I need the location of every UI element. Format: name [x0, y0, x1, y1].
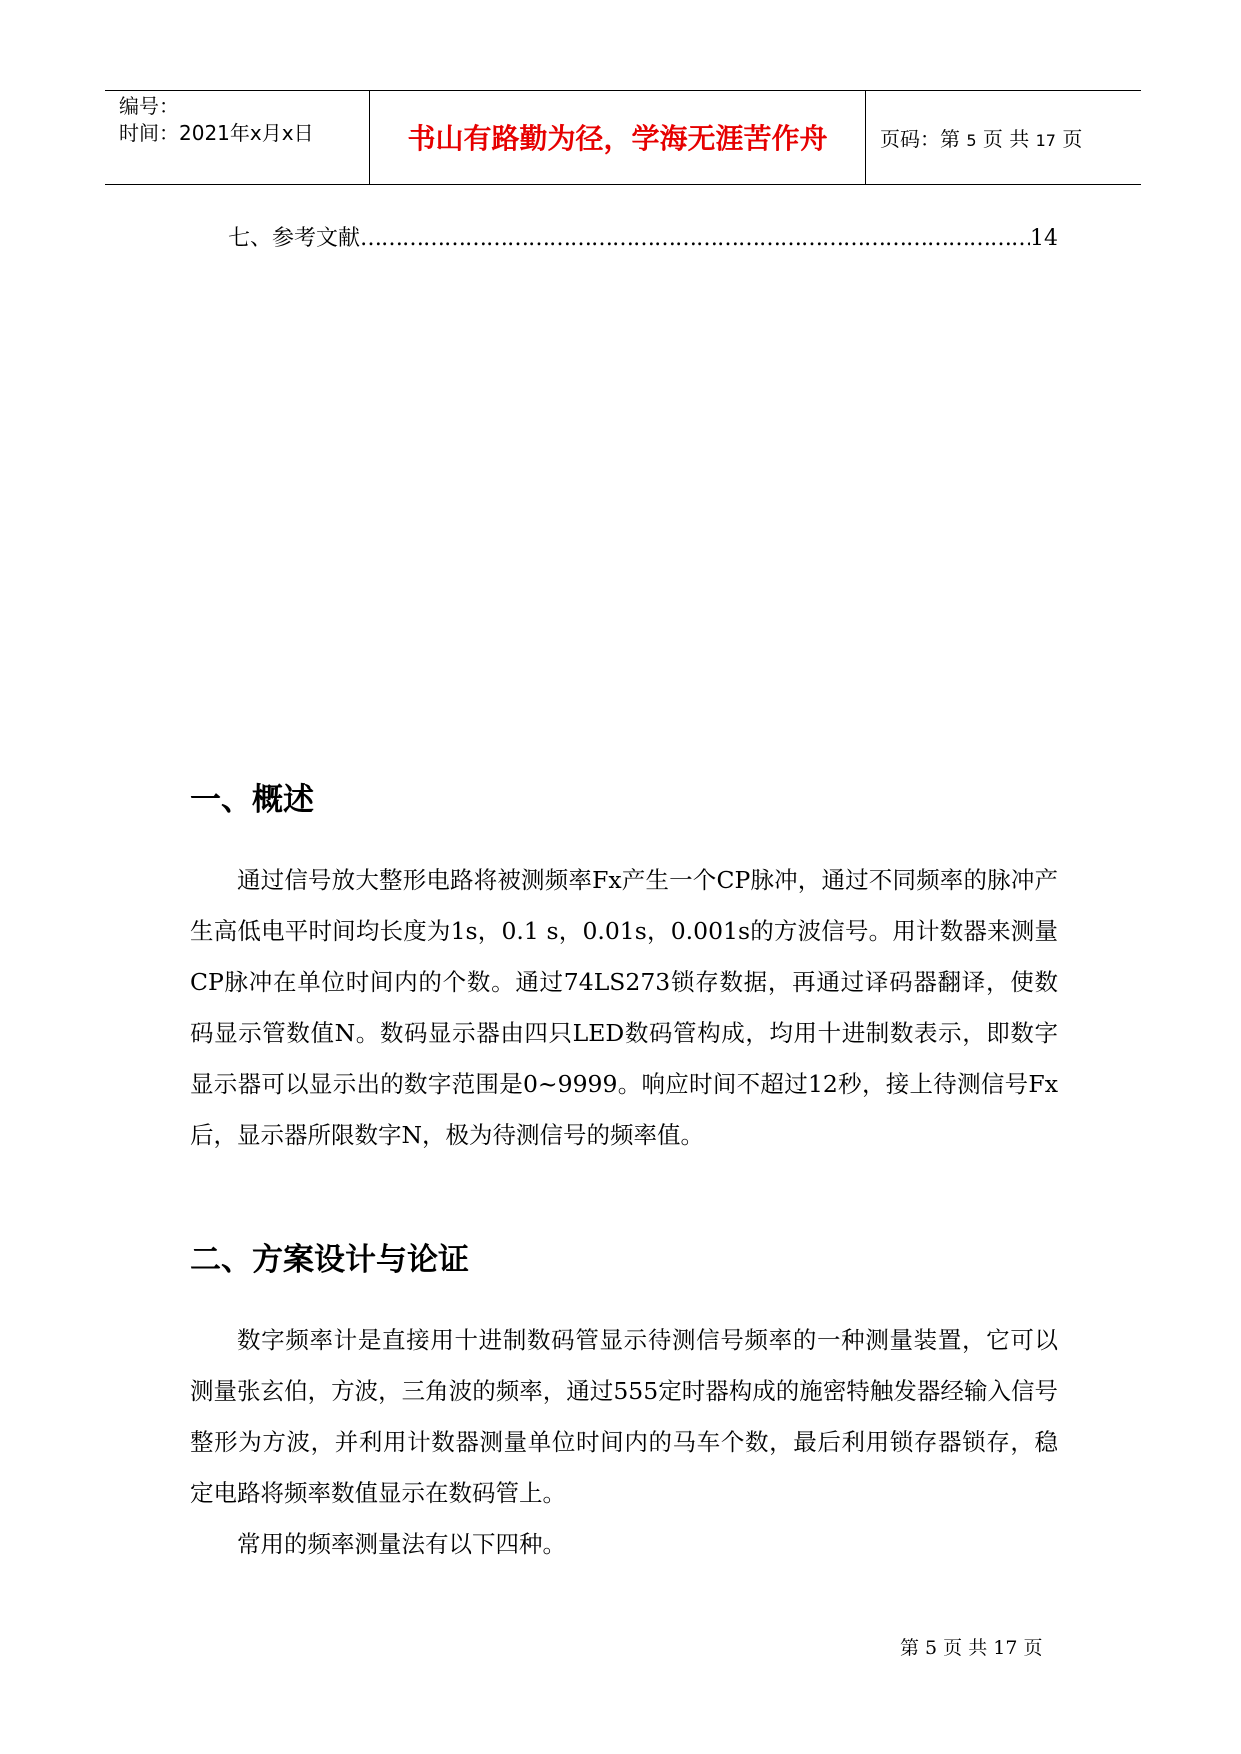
- page-footer: 第 5 页 共 17 页: [900, 1637, 1043, 1659]
- design-paragraph-2: 常用的频率测量法有以下四种。: [237, 1530, 566, 1558]
- header-info-cell: [105, 91, 370, 184]
- page-suffix: 页: [1062, 127, 1083, 151]
- toc-entry-label: 七、参考文献: [228, 226, 361, 251]
- header-motto-cell: [370, 91, 866, 184]
- page-current: 5: [966, 131, 977, 150]
- toc-entry-page: 14: [1030, 226, 1058, 251]
- page-mid: 页 共: [982, 127, 1030, 151]
- page-total: 17: [1035, 131, 1056, 150]
- header-motto: 书山有路勤为径，学海无涯苦作舟: [407, 122, 828, 155]
- toc-leader-dots: [360, 224, 1030, 254]
- section-heading-overview: 一、概述: [190, 782, 314, 818]
- overview-paragraph: 通过信号放大整形电路将被测频率Fx产生一个CP脉冲，通过不同频率的脉冲产生高低电平时间均长度为1s，0.1 s，0.01s，0.001s的方波信号。用计数器来测量CP脉冲在单位时间内的个数。通过74LS273锁存数据，再通过译码器翻译，使数码显示管数值N。数码显示器由四只LED数码管构成，均用十进制数表示，即数字显示器可以显示出的数字范围是0~9999。响应时间不超过12秒，接上待测信号Fx后，显示器所限数字N，极为待测信号的频率值。: [190, 866, 1058, 1149]
- document-number-label: 编号：: [119, 94, 179, 118]
- section-heading-design: 二、方案设计与论证: [190, 1242, 469, 1278]
- page-prefix: 页码：第: [880, 127, 960, 151]
- header-page-indicator: [880, 125, 1082, 155]
- header-page-cell: [866, 91, 1141, 184]
- page-header: [105, 90, 1141, 185]
- design-paragraph-1: 数字频率计是直接用十进制数码管显示待测信号频率的一种测量装置，它可以测量张玄伯，方波，三角波的频率，通过555定时器构成的施密特触发器经输入信号整形为方波，并利用计数器测量单位时间内的马车个数，最后利用锁存器锁存，稳定电路将频率数值显示在数码管上。: [190, 1326, 1058, 1507]
- document-time-label: 时间：2021年x月x日: [119, 121, 314, 145]
- toc-entry: [228, 224, 1058, 254]
